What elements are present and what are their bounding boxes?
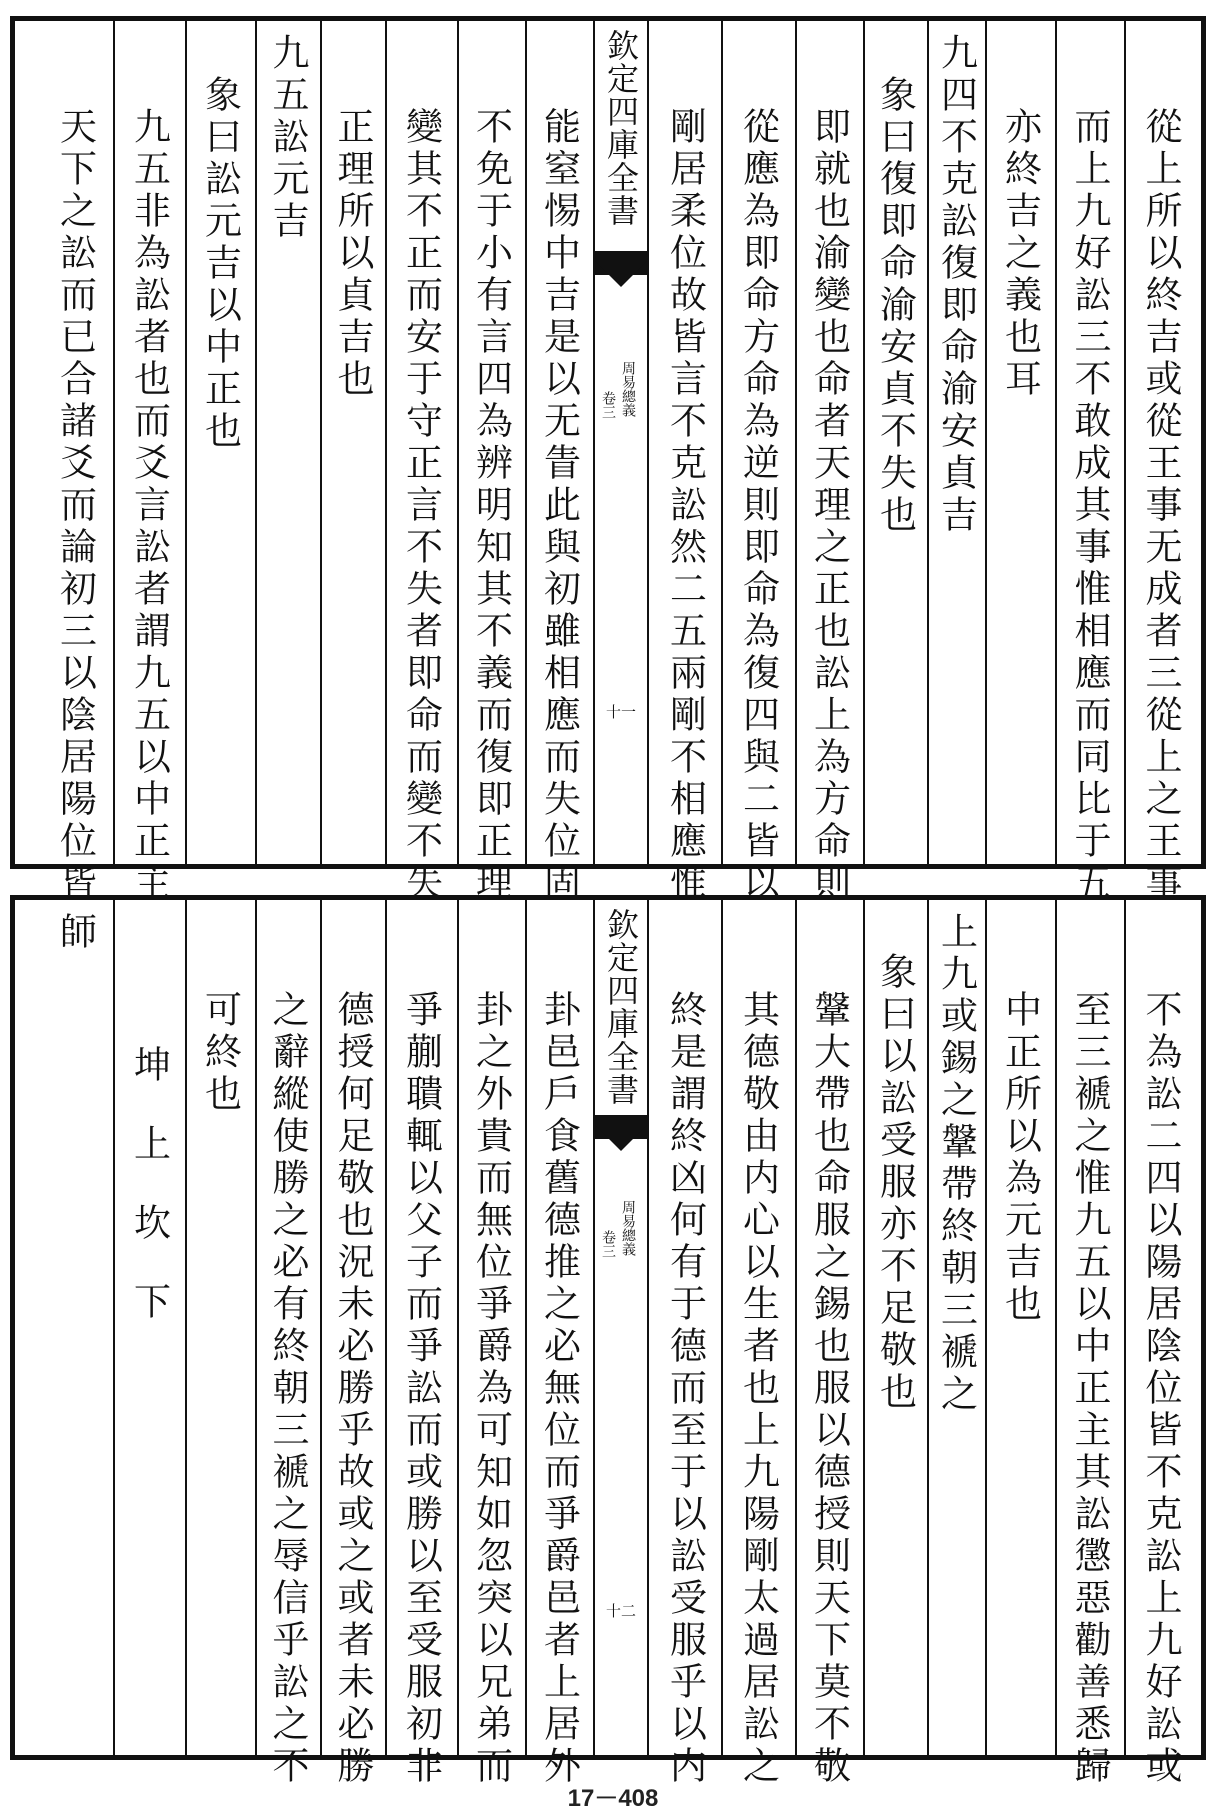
fish-tail-title: 周易總義 [620, 1200, 636, 1256]
column-rule [320, 900, 322, 1755]
text-column [113, 900, 185, 1755]
text-column [1124, 21, 1197, 905]
column-text: 至三褫之惟九五以中正主其訟懲惡勸善悉歸 [1068, 990, 1111, 1788]
column-text: 爭蒯聵輒以父子而爭訟而或勝以至受服初非 [399, 990, 443, 1788]
column-text: 不為訟二四以陽居陰位皆不克訟上九好訟或 [1139, 990, 1182, 1788]
text-column [863, 21, 927, 864]
column-text: 終是謂終凶何有于德而至于以訟受服乎以内 [663, 990, 707, 1788]
column-text: 象曰復即命渝安貞不失也 [873, 75, 917, 537]
center-column [593, 21, 649, 864]
column-rule [185, 900, 187, 1755]
bottom-page-frame [10, 895, 1206, 1788]
center-column [593, 900, 649, 1755]
column-rule [185, 21, 187, 864]
book-title: 欽定四庫全書 [602, 908, 640, 1106]
column-text: 而上九好訟三不敢成其事惟相應而同比于五 [1068, 107, 1111, 905]
folio-number: 十二 [605, 1602, 636, 1620]
column-rule [113, 21, 115, 864]
column-rule [863, 21, 865, 864]
hexagram-trigrams: 坤上坎下 [127, 1045, 171, 1361]
text-column [1055, 900, 1124, 1788]
column-rule [385, 21, 387, 864]
fish-tail-title: 周易總義 [620, 361, 636, 417]
text-column [525, 21, 593, 905]
column-rule [255, 900, 257, 1755]
column-rule [927, 900, 929, 1755]
column-rule [721, 900, 723, 1755]
column-text: 天下之訟而已合諸爻而論初三以陰居陽位皆 [53, 107, 97, 905]
column-text: 九五訟元吉 [266, 33, 309, 243]
book-title: 欽定四庫全書 [602, 29, 640, 227]
text-column [795, 21, 863, 905]
text-column [37, 900, 113, 1755]
hexagram-title: 師 [53, 912, 97, 954]
column-rule [1055, 900, 1057, 1755]
text-column [795, 900, 863, 1788]
column-text: 從上所以終吉或從王事无成者三從上之王事 [1139, 107, 1182, 905]
text-column [863, 900, 927, 1755]
column-rule [985, 21, 987, 864]
column-text: 中正所以為元吉也 [998, 990, 1042, 1326]
column-text: 可終也 [198, 990, 242, 1116]
column-rule [525, 900, 527, 1755]
text-column [721, 900, 795, 1788]
text-column [320, 21, 385, 864]
text-column [185, 21, 255, 864]
folio-number: 十一 [605, 703, 636, 721]
column-rule [255, 21, 257, 864]
fish-tail-mark [593, 251, 649, 275]
column-rule [525, 21, 527, 864]
column-text: 德授何足敬也況未必勝乎故或之或者未必勝 [331, 990, 374, 1788]
column-rule [795, 900, 797, 1755]
text-column [37, 21, 113, 905]
text-column [927, 900, 985, 1755]
text-column [927, 21, 985, 864]
column-text: 剛居柔位故皆言不克訟然二五兩剛不相應惟 [663, 107, 707, 905]
column-text: 變其不正而安于守正言不失者即命而變不失 [399, 107, 443, 905]
column-rule [1055, 21, 1057, 864]
column-rule [385, 900, 387, 1755]
column-text: 卦之外貴而無位爭爵為可知如忽突以兄弟而 [469, 990, 513, 1788]
fish-tail-juan: 卷三 [600, 391, 616, 419]
column-rule [721, 21, 723, 864]
text-column [385, 21, 457, 905]
text-column [1055, 21, 1124, 905]
column-text: 九五非為訟者也而爻言訟者謂九五以中正主 [127, 107, 171, 905]
column-text: 能窒惕中吉是以无眚此與初雖相應而失位固 [537, 107, 581, 905]
column-rule [457, 900, 459, 1755]
fish-tail-mark [593, 1115, 649, 1139]
text-column [255, 900, 320, 1788]
column-text: 不免于小有言四為辨明知其不義而復即正理 [469, 107, 513, 905]
column-text: 象曰訟元吉以中正也 [198, 75, 242, 453]
text-column [1124, 900, 1197, 1788]
page-number: 17－408 [567, 1785, 659, 1812]
text-column [649, 900, 721, 1788]
column-rule [113, 900, 115, 1755]
text-column [985, 900, 1055, 1755]
column-text: 之辭縱使勝之必有終朝三褫之辱信乎訟之不 [266, 990, 309, 1788]
column-rule [1124, 21, 1126, 864]
top-page-frame [10, 16, 1206, 905]
column-text: 鞶大帶也命服之錫也服以德授則天下莫不敬 [807, 990, 851, 1788]
text-column [457, 900, 525, 1788]
text-column [457, 21, 525, 905]
column-rule [985, 900, 987, 1755]
text-column [255, 21, 320, 864]
text-column [113, 21, 185, 905]
column-rule [927, 21, 929, 864]
fish-tail-juan: 卷三 [600, 1230, 616, 1258]
column-rule [795, 21, 797, 864]
text-column [385, 900, 457, 1788]
text-column [649, 21, 721, 905]
column-rule [1124, 900, 1126, 1755]
text-column [985, 21, 1055, 864]
column-text: 即就也渝變也命者天理之正也訟上為方命則 [807, 107, 851, 905]
text-column [721, 21, 795, 905]
column-rule [320, 21, 322, 864]
text-column [185, 900, 255, 1755]
column-text: 上九或錫之鞶帶終朝三褫之 [934, 912, 978, 1416]
column-text: 象曰以訟受服亦不足敬也 [873, 952, 917, 1414]
column-rule [863, 900, 865, 1755]
column-text: 九四不克訟復即命渝安貞吉 [934, 33, 978, 537]
column-text: 其德敬由内心以生者也上九陽剛太過居訟之 [736, 990, 780, 1788]
column-text: 正理所以貞吉也 [331, 107, 374, 401]
text-column [525, 900, 593, 1788]
text-column [320, 900, 385, 1788]
column-rule [457, 21, 459, 864]
column-text: 亦終吉之義也耳 [998, 107, 1042, 401]
column-text: 卦邑戶食舊德推之必無位而爭爵邑者上居外 [537, 990, 581, 1788]
column-text: 從應為即命方命為逆則即命為復四與二皆以 [736, 107, 780, 905]
